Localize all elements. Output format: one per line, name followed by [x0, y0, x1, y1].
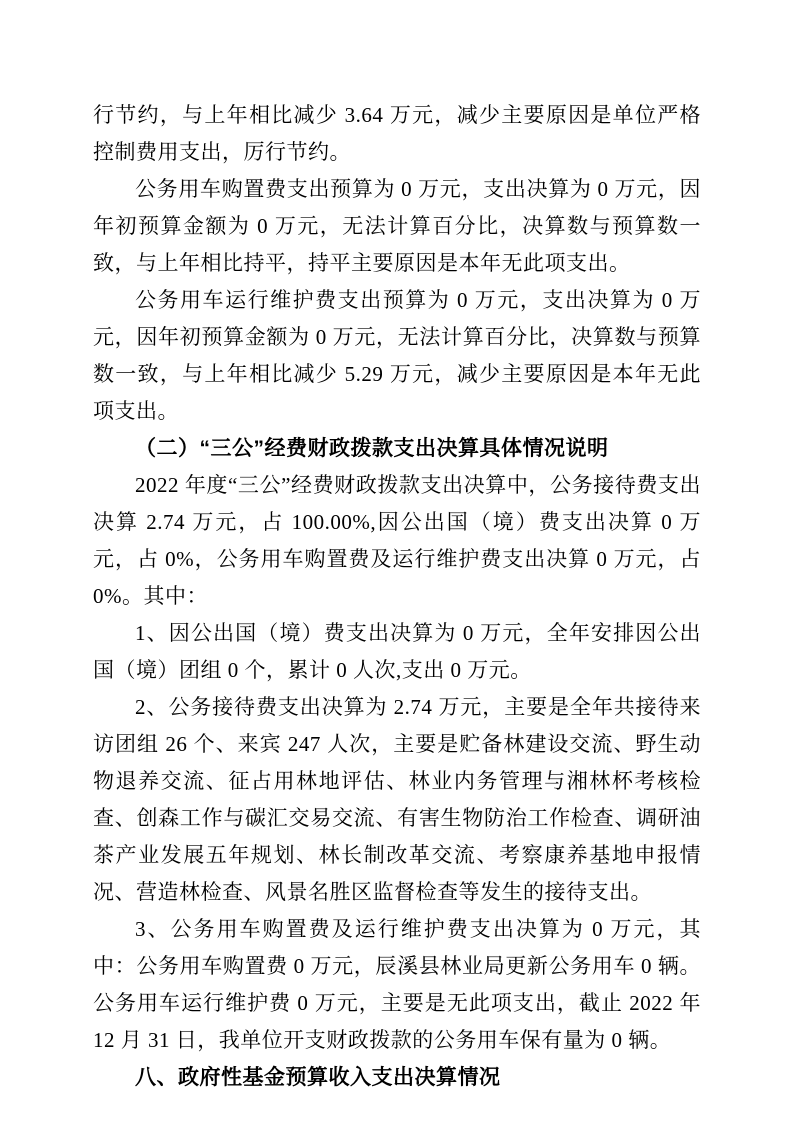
- paragraph-carryover-expense-saving: 行节约，与上年相比减少 3.64 万元，减少主要原因是单位严格控制费用支出，厉行节约。: [93, 103, 701, 164]
- heading-section-eight: 八、政府性基金预算收入支出决算情况: [135, 1066, 501, 1089]
- paragraph-three-public-overview: 2022 年度“三公”经费财政拨款支出决算中，公务接待费支出决算 2.74 万元，占 100.00%,因公出国（境）费支出决算 0 万元，占 0%，公务用车购置费及运行维护费支出决算 0 万元，占 0%。其中：: [93, 473, 701, 608]
- paragraph-item2-official-reception: 2、公务接待费支出决算为 2.74 万元，主要是全年共接待来访团组 26 个、来宾 247 人次，主要是贮备林建设交流、野生动物退养交流、征占用林地评估、林业内务管理与湘林杯考核检查、创森工作与碳汇交易交流、有害生物防治工作检查、调研油茶产业发展五年规划、林长制改革交流、考察康养基地申报情况、营造林检查、风景名胜区监督检查等发生的接待支出。: [93, 695, 701, 904]
- paragraph-vehicle-purchase-budget: 公务用车购置费支出预算为 0 万元，支出决算为 0 万元，因年初预算金额为 0 万元，无法计算百分比，决算数与预算数一致，与上年相比持平，持平主要原因是本年无此项支出。: [93, 177, 701, 275]
- paragraph-vehicle-maintenance-budget: 公务用车运行维护费支出预算为 0 万元，支出决算为 0 万元，因年初预算金额为 0 万元，无法计算百分比，决算数与预算数一致，与上年相比减少 5.29 万元，减少主要原因是本年无此项支出。: [93, 288, 701, 423]
- heading-section-two: （二）“三公”经费财政拨款支出决算具体情况说明: [135, 437, 609, 460]
- paragraph-item1-overseas-trips: 1、因公出国（境）费支出决算为 0 万元，全年安排因公出国（境）团组 0 个，累计 0 人次,支出 0 万元。: [93, 621, 701, 682]
- paragraph-item3-vehicle-expense: 3、公务用车购置费及运行维护费支出决算为 0 万元，其中：公务用车购置费 0 万元，辰溪县林业局更新公务用车 0 辆。公务用车运行维护费 0 万元，主要是无此项支出，截止 2022 年 12 月 31 日，我单位开支财政拨款的公务用车保有量为 0 辆。: [93, 917, 701, 1052]
